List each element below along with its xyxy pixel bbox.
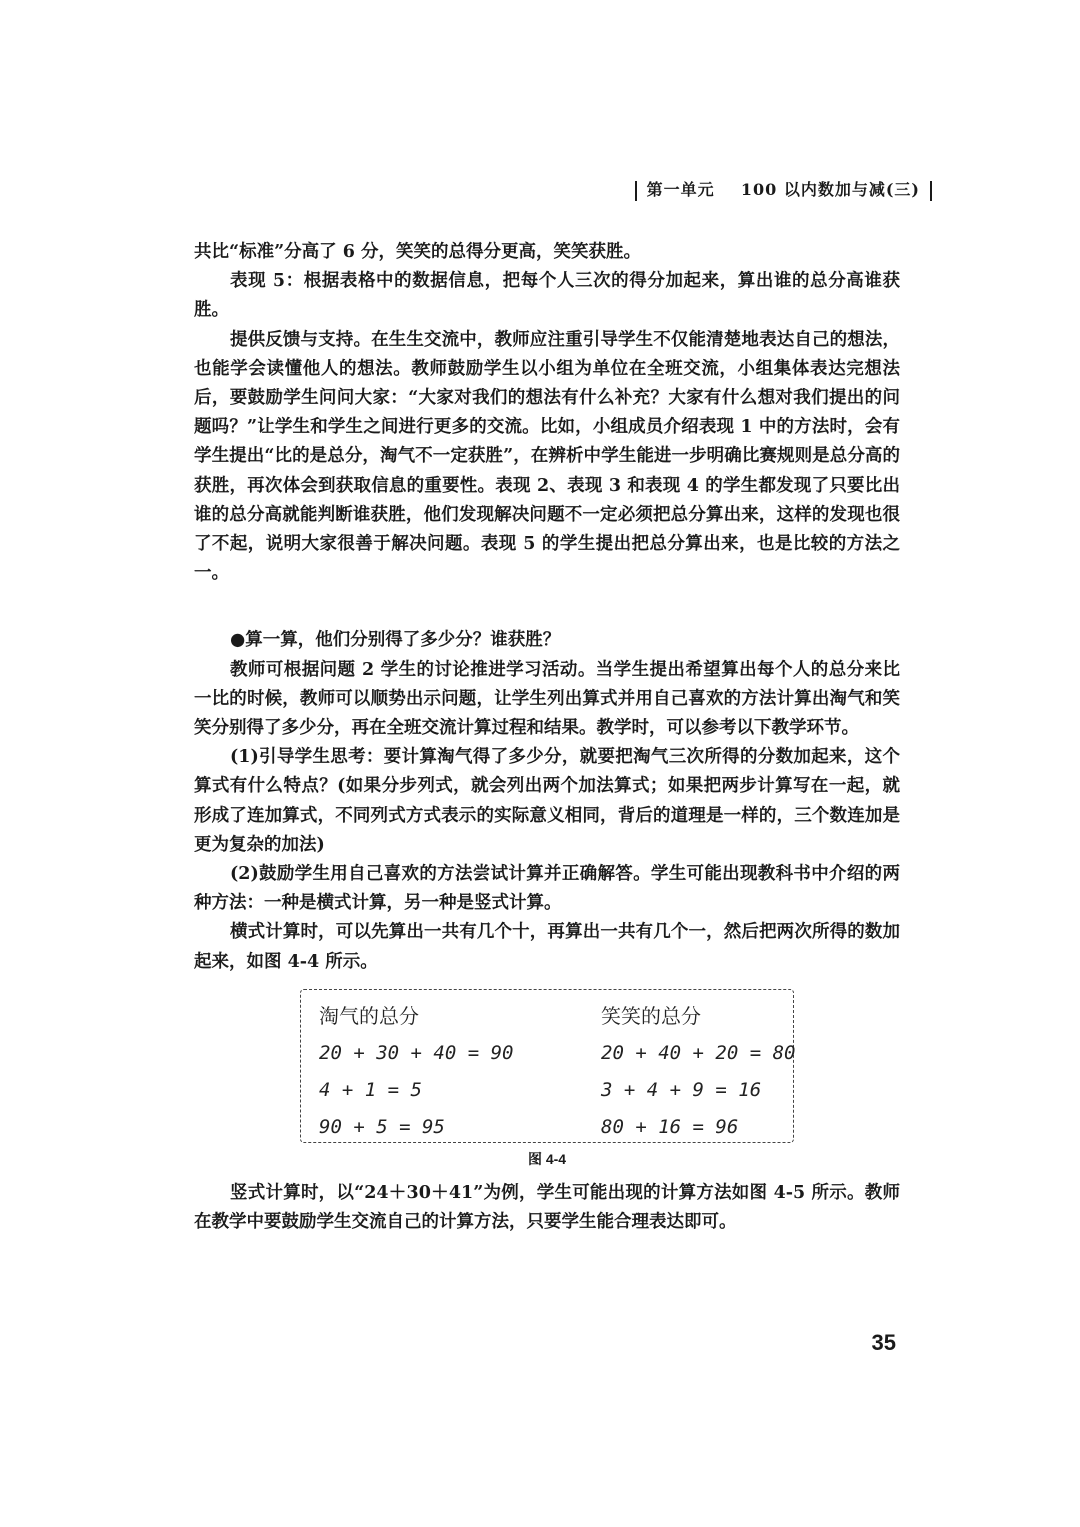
paragraph-continuation: 共比“标准”分高了 6 分，笑笑的总得分更高，笑笑获胜。 (194, 242, 641, 262)
figure-right-title: 笑笑的总分 (601, 1003, 701, 1028)
paragraph-feedback (194, 326, 900, 589)
figure-right-line: 3 + 4 + 9 = 16 (601, 1078, 762, 1101)
figure-caption: 图 4-4 (527, 1150, 567, 1167)
section-heading: ●算一算，他们分别得了多少分？谁获胜？ (230, 630, 561, 651)
running-header (625, 177, 942, 201)
figure-right-line: 20 + 40 + 20 = 80 (601, 1041, 796, 1064)
paragraph-horizontal: 横式计算时，可以先算出一共有几个十，再算出一共有几个一，然后把两次所得的数加起来，如图 4-4 所示。 (194, 922, 900, 972)
figure-left-line: 4 + 1 = 5 (319, 1078, 422, 1101)
header-unit: 第一单元 (646, 180, 715, 199)
figure-left-column (319, 998, 513, 1146)
feedback-lead: 提供反馈与支持。 (230, 329, 372, 350)
figure-left-title: 淘气的总分 (319, 1003, 419, 1028)
header-divider-left (635, 181, 637, 201)
paragraph-step-1: (1)引导学生思考：要计算淘气得了多少分，就要把淘气三次所得的分数加起来，这个算式有什么特点？(如果分步列式，就会列出两个加法算式；如果把两步计算写在一起，就形成了连加算式，不同列式方式表示的实际意义相同，背后的道理是一样的，三个数连加是更为复杂的加法) (194, 747, 900, 855)
figure-right-column (601, 998, 795, 1146)
figure-left-line: 90 + 5 = 95 (319, 1115, 445, 1138)
paragraph-vertical: 竖式计算时，以“24＋30＋41”为例，学生可能出现的计算方法如图 4-5 所示。教师在教学中要鼓励学生交流自己的计算方法，只要学生能合理表达即可。 (194, 1182, 900, 1233)
figure-left-line: 20 + 30 + 40 = 90 (319, 1041, 514, 1064)
paragraph-performance-5: 表现 5：根据表格中的数据信息，把每个人三次的得分加起来，算出谁的总分高谁获胜。 (194, 271, 900, 321)
page-body (194, 238, 900, 1237)
page-number: 35 (871, 1330, 896, 1355)
paragraph-intro: 教师可根据问题 2 学生的讨论推进学习活动。当学生提出希望算出每个人的总分来比一比的时候，教师可以顺势出示问题，让学生列出算式并用自己喜欢的方法计算出淘气和笑笑分别得了多少分，再在全班交流计算过程和结果。教学时，可以参考以下教学环节。 (194, 659, 900, 739)
figure-right-line: 80 + 16 = 96 (601, 1115, 739, 1138)
header-divider-right (930, 181, 932, 201)
feedback-text: 在生生交流中，教师应注重引导学生不仅能清楚地表达自己的想法，也能学会读懂他人的想法。教师鼓励学生以小组为单位在全班交流，小组集体表达完想法后，要鼓励学生问问大家：“大家对我们的想法有什么补充？大家有什么想对我们提出的问题吗？”让学生和学生之间进行更多的交流。比如，小组成员介绍表现 1 中的方法时，会有学生提出“比的是总分，淘气不一定获胜”，在辨析中学生能进一步明确比赛规则是总分高的获胜，再次体会到获取信息的重要性。表现 2、表现 3 和表现 4 的学生都发现了只要比出谁的总分高就能判断谁获胜，他们发现解决问题不一定必须把总分算出来，这样的发现也很了不起，说明大家很善于解决问题。表现 5 的学生提出把总分算出来，也是比较的方法之一。 (194, 329, 901, 584)
paragraph-step-2: (2)鼓励学生用自己喜欢的方法尝试计算并正确解答。学生可能出现教科书中介绍的两种方法：一种是横式计算，另一种是竖式计算。 (194, 864, 900, 914)
figure-4-4 (300, 989, 794, 1143)
header-title: 100 以内数加与减(三) (740, 180, 920, 199)
